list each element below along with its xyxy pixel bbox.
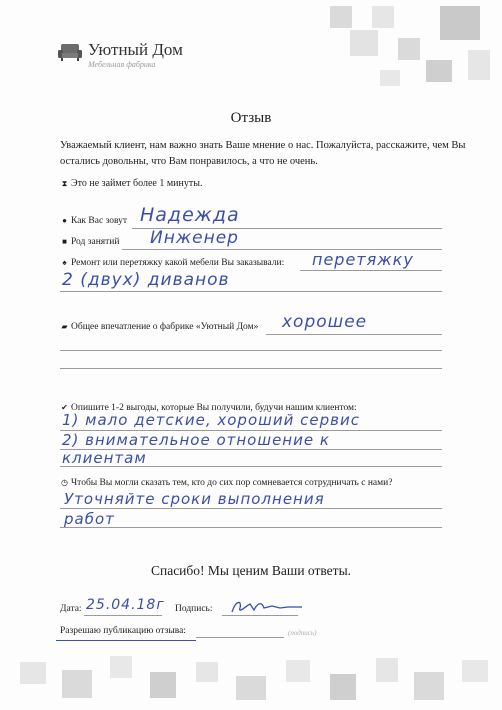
- clock-icon: ◷: [61, 478, 68, 487]
- form-title: Отзыв: [230, 110, 272, 126]
- benefits-answer-2: 2) внимательное отношение к: [62, 431, 330, 449]
- briefcase-icon: ■: [62, 237, 67, 246]
- signature-label: Подпись:: [175, 604, 213, 614]
- brand-name: Уютный Дом: [88, 40, 183, 59]
- advice-answer-2: работ: [64, 510, 115, 528]
- date-label: Дата:: [60, 604, 82, 614]
- time-note-text: Это не займет более 1 минуты.: [71, 178, 203, 189]
- advice-answer-1: Уточняйте сроки выполнения: [64, 490, 325, 508]
- publish-label: Разрешаю публикацию отзыва:: [60, 626, 186, 636]
- date-value: 25.04.18г: [86, 597, 165, 613]
- impression-line-1[interactable]: [266, 334, 442, 335]
- service-line-2[interactable]: [60, 291, 442, 292]
- publish-hint: (подпись): [288, 629, 317, 637]
- intro-text: Уважаемый клиент, нам важно знать Ваше мнение о нас. Пожалуйста, расскажите, чем Вы остались довольны, что Вам понравилось, а что не очень.: [60, 140, 466, 167]
- person-icon: ●: [62, 216, 67, 225]
- occupation-answer: Инженер: [150, 228, 239, 248]
- advice-line-1[interactable]: [60, 508, 442, 509]
- benefits-answer-1: 1) мало детские, хороший сервис: [62, 411, 360, 429]
- publish-signature-line[interactable]: [196, 637, 284, 638]
- sofa-small-icon: ▰: [61, 322, 68, 331]
- impression-line-2[interactable]: [60, 350, 442, 351]
- impression-label: ▰ Общее впечатление о фабрике «Уютный Дом»: [61, 322, 259, 332]
- sofa-icon: [58, 42, 82, 62]
- hourglass-icon: ⧗: [61, 179, 68, 188]
- name-label: ● Как Вас зовут: [60, 216, 127, 226]
- publish-underline: [56, 640, 196, 641]
- wrench-icon: ♠: [62, 258, 67, 267]
- check-icon: ✔: [61, 403, 68, 412]
- date-line[interactable]: [84, 615, 162, 616]
- service-answer-1: перетяжку: [312, 250, 414, 269]
- time-note: [60, 178, 202, 189]
- benefits-answer-3: клиентам: [62, 449, 147, 467]
- service-line-1[interactable]: [300, 270, 442, 271]
- impression-answer: хорошее: [282, 312, 368, 332]
- impression-line-3[interactable]: [60, 368, 442, 369]
- brand-tagline: Мебельная фабрика: [88, 60, 156, 69]
- benefits-label: ✔ Опишите 1-2 выгоды, которые Вы получили, будучи нашим клиентом:: [61, 403, 357, 413]
- thanks-text: Спасибо! Мы ценим Ваши ответы.: [150, 563, 352, 578]
- signature-mark: [228, 598, 308, 621]
- service-answer-2: 2 (двух) диванов: [62, 270, 230, 290]
- advice-label: ◷ Чтобы Вы могли сказать тем, кто до сих пор сомневается сотрудничать с нами?: [61, 478, 393, 488]
- advice-line-2[interactable]: [60, 527, 442, 528]
- name-answer: Надежда: [140, 204, 240, 226]
- service-label: ♠ Ремонт или перетяжку какой мебели Вы заказывали:: [60, 258, 284, 268]
- occupation-label: ■ Род занятий: [60, 237, 119, 247]
